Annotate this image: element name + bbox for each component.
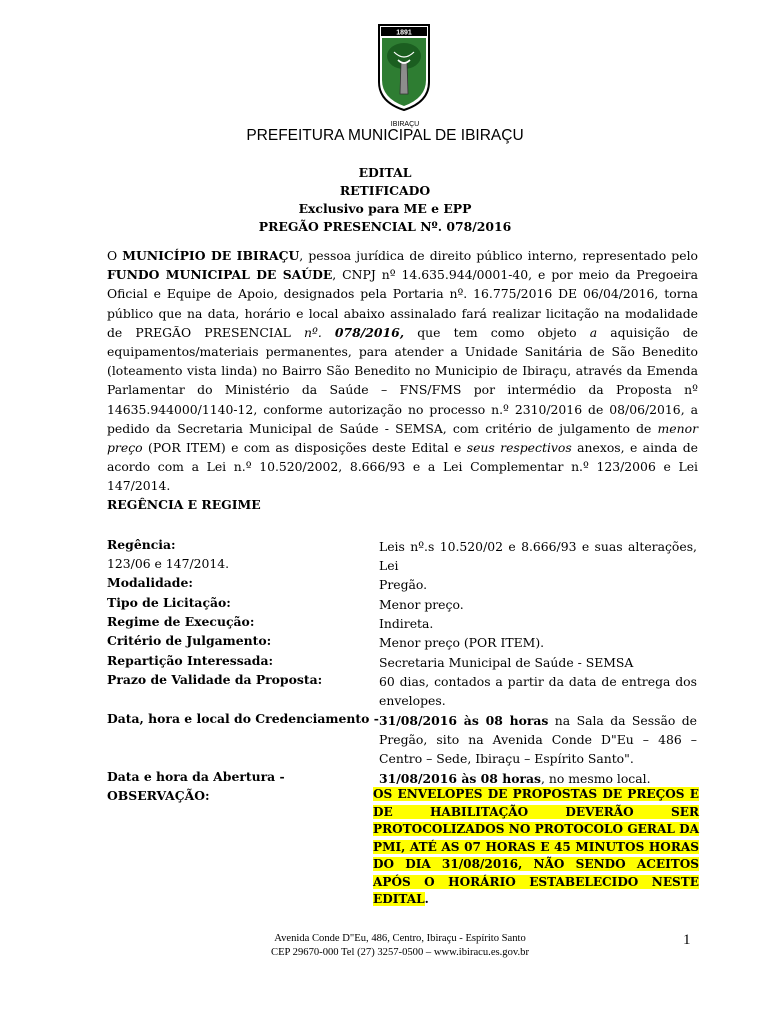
- credenciamento-date: 31/08/2016 às 08 horas: [379, 713, 549, 728]
- regencia-value: Leis nº.s 10.520/02 e 8.666/93 e suas alterações, Lei: [379, 539, 697, 573]
- intro-italic: a: [589, 324, 598, 340]
- heading-line-2: RETIFICADO: [339, 183, 431, 198]
- intro-bold: FUNDO MUNICIPAL DE SAÚDE: [107, 267, 333, 283]
- modalidade-label: Modalidade:: [107, 575, 193, 590]
- observacao-text: [373, 786, 699, 909]
- intro-italic: nº.: [304, 324, 322, 340]
- credenciamento-place: na Sala da Sessão de Pregão, sito na Avenida Conde D"Eu – 486 – Centro – Sede, Ibiraçu – Espírito Santo".: [379, 713, 697, 766]
- intro-bold: MUNICÍPIO DE IBIRAÇU: [122, 248, 300, 263]
- abertura-place: , no mesmo local.: [541, 771, 651, 786]
- abertura-label: Data e hora da Abertura -: [107, 769, 285, 784]
- abertura-date: 31/08/2016 às 08 horas: [379, 771, 542, 786]
- intro-text: O: [107, 248, 123, 263]
- svg-text:IBIRAÇU: IBIRAÇU: [390, 121, 420, 128]
- intro-paragraph: [107, 246, 698, 496]
- regime-execucao-label: Regime de Execução:: [107, 614, 255, 629]
- edital-heading: [0, 164, 770, 236]
- intro-bold-italic: 078/2016,: [334, 324, 405, 340]
- intro-text: que tem como objeto: [404, 324, 590, 340]
- regencia-label: Regência:: [107, 537, 176, 552]
- modalidade-value: Pregão.: [379, 577, 428, 592]
- section-title: REGÊNCIA E REGIME: [107, 497, 261, 512]
- intro-text: aquisição de equipamentos/materiais permanentes, para atender a Unidade Sanitária de São Benedito (loteamento vista linda) no Bairro São Benedito no Municipio de Ibiraçu, através da Emenda Parlamentar do Ministério da Saúde – FNS/FMS por intermédio da Proposta nº 14635.944000/1140-12, conforme autorização no processo n.º 2310/2016 de 08/06/2016, a pedido da Secretaria Municipal de Saúde - SEMSA, com critério de julgamento de: [107, 324, 698, 436]
- page-number: 1: [683, 932, 691, 948]
- prazo-validade-label: Prazo de Validade da Proposta:: [107, 672, 323, 687]
- criterio-julgamento-label: Critério de Julgamento:: [107, 633, 272, 648]
- page-footer: [0, 932, 770, 960]
- credenciamento-value: [379, 711, 697, 768]
- intro-italic: seus respectivos: [466, 440, 572, 456]
- regime-execucao-value: Indireta.: [379, 616, 434, 631]
- tipo-licitacao-value: Menor preço.: [379, 597, 464, 612]
- page-title: PREFEITURA MUNICIPAL DE IBIRAÇU: [246, 127, 524, 144]
- crest-year: 1891: [396, 29, 412, 37]
- regencia-continuation: 123/06 e 147/2014.: [107, 556, 230, 571]
- intro-text: (POR ITEM) e com as disposições deste Edital e: [142, 440, 467, 456]
- intro-text: , pessoa jurídica de direito público interno, representado pelo: [299, 248, 698, 263]
- footer-address: Avenida Conde D"Eu, 486, Centro, Ibiraçu - Espírito Santo: [274, 933, 526, 944]
- intro-italic: menor preço: [107, 420, 698, 456]
- prazo-validade-value: 60 dias, contados a partir da data de entrega dos envelopes.: [379, 674, 697, 708]
- municipal-crest-logo: [376, 22, 432, 114]
- footer-contact: CEP 29670-000 Tel (27) 3257-0500 – www.ibiracu.es.gov.br: [271, 947, 529, 958]
- intro-text: anexos, e ainda de acordo com a Lei n.º 10.520/2002, 8.666/93 e a Lei Complementar n.º 123/2006 e Lei 147/2014.: [107, 440, 698, 494]
- observacao-end: .: [424, 892, 429, 906]
- reparticao-value: Secretaria Municipal de Saúde - SEMSA: [379, 655, 634, 670]
- criterio-julgamento-value: Menor preço (POR ITEM).: [379, 635, 545, 650]
- heading-line-4: PREGÃO PRESENCIAL Nº. 078/2016: [258, 219, 512, 234]
- observacao-highlight: OS ENVELOPES DE PROPOSTAS DE PREÇOS E DE HABILITAÇÃO DEVERÃO SER PROTOCOLIZADOS NO PROTOCOLO GERAL DA PMI, ATÉ AS 07 HORAS E 45 MINUTOS HORAS DO DIA 31/08/2016, NÃO SENDO ACEITOS APÓS O HORÁRIO ESTABELECIDO NESTE EDITAL: [373, 787, 699, 906]
- heading-line-3: Exclusivo para ME e EPP: [298, 201, 472, 216]
- tipo-licitacao-label: Tipo de Licitação:: [107, 595, 231, 610]
- intro-text: , CNPJ nº 14.635.944/0001-40, e por meio da Pregoeira Oficial e Equipe de Apoio, designados pela Portaria nº. 16.775/2016 DE 06/04/2016, torna público que na data, horário e local abaixo assinalado fará realizar licitação na modalidade de PREGÃO PRESENCIAL: [107, 267, 698, 340]
- reparticao-label: Repartição Interessada:: [107, 653, 274, 668]
- observacao-label: OBSERVAÇÃO:: [107, 788, 210, 803]
- credenciamento-label: Data, hora e local do Credenciamento -: [107, 711, 379, 726]
- heading-line-1: EDITAL: [358, 165, 412, 180]
